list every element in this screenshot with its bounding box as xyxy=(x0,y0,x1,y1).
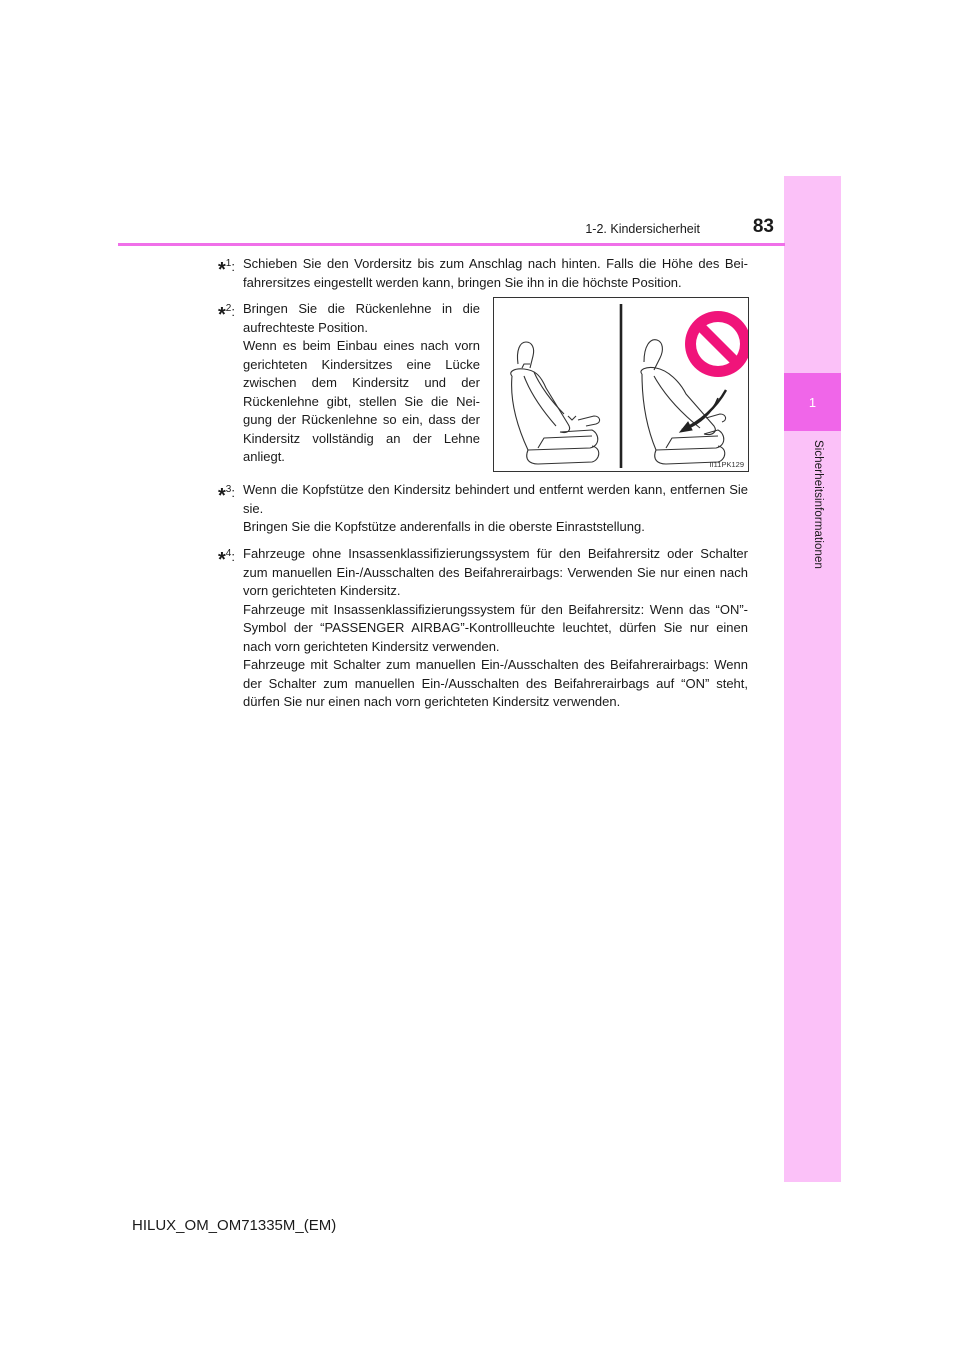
header-divider xyxy=(118,243,785,246)
footnote-marker: *$^4$: xyxy=(218,548,235,571)
figure-code: II11PK129 xyxy=(709,460,744,469)
footnote-text: Fahrzeuge ohne Insassenklassifizierungssystem für den Beifahrersitz oder Schalter zum manuellen Ein-/Ausschalten des Beifahrerairbags: Verwenden Sie nur einen nach vorn gerichteten Kindersitz. xyxy=(243,546,748,598)
side-chapter-tab xyxy=(784,176,841,1182)
page-number: 83 xyxy=(752,216,774,237)
section-title: 1-2. Kindersicherheit xyxy=(585,222,700,236)
seat-upright-icon xyxy=(511,342,600,464)
footnote-text: Schieben Sie den Vordersitz bis zum Anschlag nach hinten. Falls die Höhe des Beifahrersitzes eingestellt werden kann, bringen Sie ihn in die höchste Position. xyxy=(243,256,748,290)
seat-illustration xyxy=(493,297,749,472)
document-code: HILUX_OM_OM71335M_(EM) xyxy=(132,1217,337,1234)
footnote-text: Fahrzeuge mit Schalter zum manuellen Ein-/Ausschalten des Beifahrerairbags: Wenn der Schalter zum manuellen Ein-/Ausschalten des Beifahrerairbags auf “ON” steht, dürfen Sie nur einen nach vorn gerichteten Kindersitz verwenden. xyxy=(243,657,748,709)
chapter-number: 1 xyxy=(808,394,817,410)
footnote-marker: *$^2$: xyxy=(218,303,235,326)
seat-adjustment-diagram xyxy=(494,298,748,471)
footnote-text: Wenn die Kopfstütze den Kindersitz behindert und entfernt werden kann, entfernen Sie sie. xyxy=(243,482,748,516)
recline-arrows xyxy=(680,390,726,432)
footnote-text: Fahrzeuge mit Insassenklassifizierungssystem für den Beifahrersitz: Wenn das “ON”-Symbol der “PASSENGER AIRBAG”-Kontrollleuchte leuchtet, dürfen Sie nur einen nach vorn gerichteten Kindersitz verwenden. xyxy=(243,601,748,654)
prohibited-icon xyxy=(685,311,748,377)
footnote-text: Wenn es beim Einbau eines nach vorn gerichteten Kindersitzes eine Lücke zwischen dem Kindersitz und der Rückenlehne gibt, stellen Sie die Neigung der Rückenlehne so ein, dass der Kindersitz vollständig an der Lehne anliegt. xyxy=(243,338,480,464)
footnote-text: Bringen Sie die Kopfstütze anderenfalls in die oberste Einraststellung. xyxy=(243,519,645,534)
footnote-text: Bringen Sie die Rückenlehne in die aufrechteste Position. xyxy=(243,301,480,335)
footnote-marker: *$^3$: xyxy=(218,484,235,507)
chapter-label: Sicherheitsinformationen xyxy=(812,440,824,569)
footnote-marker: *$^1$: xyxy=(218,258,235,281)
